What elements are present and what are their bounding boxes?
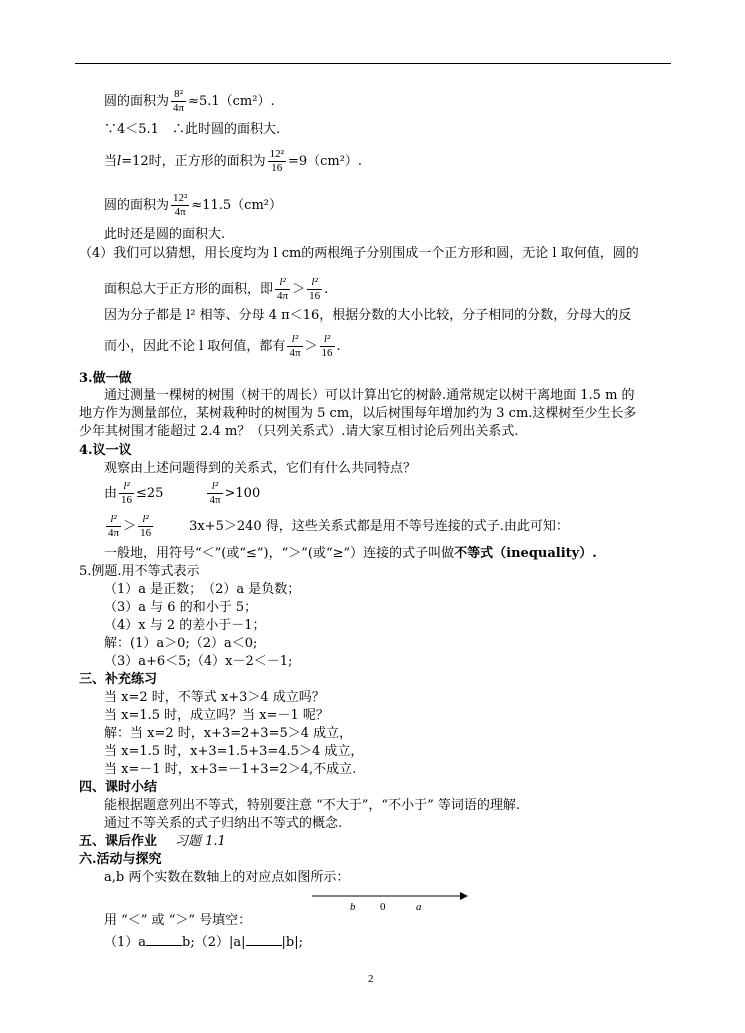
fraction: $\frac{\text{l²}}{4\pi}$: [277, 276, 289, 302]
fill-blank: [146, 933, 182, 946]
text-line: （4）我们可以猜想，用长度均为 l cm的两根绳子分别围成一个正方形和圆，无论 l 取何值，圆的: [79, 246, 639, 261]
section-heading: 三、补充练习: [79, 672, 158, 687]
page-number: 2: [368, 973, 374, 985]
text-line: 当 x=1.5 时，x+3=1.5+3=4.5＞4 成立，: [104, 744, 364, 759]
fraction: $\frac{\text{12²}}{16}$: [269, 148, 284, 174]
text-line: 圆的面积为 $\frac{\text{12²}}{4\pi}$ ≈11.5（cm²）: [104, 192, 282, 218]
text-line: 五、课后作业 习题 1.1: [79, 834, 226, 849]
section-heading: 4.议一议: [79, 443, 132, 458]
text-line: a,b 两个实数在数轴上的对应点如图所示：: [104, 870, 350, 885]
text-line: 当 x=2 时，不等式 x+3＞4 成立吗？: [104, 690, 325, 705]
header-rule: [75, 63, 671, 64]
section-heading: 四、课时小结: [79, 780, 158, 795]
number-line-arrow: [460, 892, 468, 900]
fraction: $\frac{\text{l²}}{16}$: [121, 480, 133, 506]
fraction: $\frac{\text{l²}}{16}$: [309, 276, 321, 302]
text-line: （4）x 与 2 的差小于－1；: [104, 618, 266, 633]
section-heading: 六.活动与探究: [79, 852, 162, 867]
text-line: 观察由上述问题得到的关系式，它们有什么共同特点？: [104, 461, 417, 476]
text-line: 而小，因此不论 l 取何值，都有 $\frac{\text{l²}}{4\pi}$ ＞ $\frac{\text{l²}}{16}$ .: [104, 333, 341, 359]
text-line: ∵4＜5.1 ∴此时圆的面积大.: [104, 122, 281, 137]
point-b-label: b: [350, 901, 356, 913]
text-line: 通过测量一棵树的树围（树干的周长）可以计算出它的树龄.通常规定以树干离地面 1.5 m 的: [104, 388, 635, 403]
fraction: $\frac{\text{l²}}{16}$: [321, 333, 333, 359]
text-line: （1）a 是正数； （2）a 是负数；: [104, 582, 301, 597]
text-line: 当 x=1.5 时，成立吗？当 x=－1 呢？: [104, 708, 329, 723]
text-line: 解：(1）a＞0;（2）a＜0;: [104, 636, 258, 651]
text-line: $\frac{\text{l²}}{4\pi}$ ＞ $\frac{\text{l²}}{16}$ 3x+5＞240 得，这些关系式都是用不等号连接的式子.由此可知：: [108, 513, 569, 539]
text-line: 少年其树围才能超过 2.4 m？（只列关系式）.请大家互相讨论后列出关系式.: [79, 424, 519, 439]
point-a-label: a: [416, 901, 422, 913]
text-line: 通过不等关系的式子归纳出不等式的概念.: [104, 816, 343, 831]
text-line: 能根据题意列出不等式，特别要注意 “不大于”，“不小于” 等词语的理解.: [104, 798, 520, 813]
text-line: 当 x=－1 时，x+3=－1+3=2＞4,不成立.: [104, 762, 357, 777]
text-line: 5.例题.用不等式表示: [79, 564, 200, 579]
text-line: （3）a 与 6 的和小于 5；: [104, 600, 258, 615]
origin-label: 0: [380, 901, 386, 913]
section-heading: 3.做一做: [79, 371, 132, 386]
text-line: 此时还是圆的面积大.: [104, 227, 226, 242]
text-line: 因为分子都是 l² 相等、分母 4 π＜16，根据分数的大小比较，分子相同的分数，分母大的反: [104, 308, 632, 323]
text-line: 圆的面积为 $\frac{\text{8²}}{4\pi}$ ≈5.1（cm²）.: [104, 88, 275, 114]
text-line: 当l=12时，正方形的面积为 $\frac{\text{12²}}{16}$ =9（cm²）.: [104, 148, 363, 174]
fraction: $\frac{\text{l²}}{4\pi}$: [108, 513, 120, 539]
number-line: [310, 888, 470, 918]
fraction: $\frac{\text{l²}}{16}$: [140, 513, 152, 539]
fill-blank: [246, 933, 282, 946]
text-line: 地方作为测量部位，某树栽种时的树围为 5 cm，以后树围每年增加约为 3 cm.这棵树至少生长多: [79, 406, 637, 421]
text-line: （3）a+6＜5;（4）x－2＜－1;: [104, 654, 293, 669]
fraction: $\frac{\text{12²}}{4\pi}$: [173, 192, 188, 218]
text-line: 解：当 x=2 时，x+3=2+3=5＞4 成立，: [104, 726, 353, 741]
text-line: 一般地，用符号“＜”(或“≤”)，“＞”(或“≥”）连接的式子叫做不等式（inequality）.: [104, 546, 597, 561]
text-line: 由 $\frac{\text{l²}}{16}$ ≤25 $\frac{\text{l²}}{4\pi}$ >100: [104, 480, 261, 506]
text-line: （1）a b;（2）|a| |b|;: [104, 935, 303, 950]
fraction: $\frac{\text{l²}}{4\pi}$: [209, 480, 221, 506]
fraction: $\frac{\text{8²}}{4\pi}$: [173, 88, 185, 114]
fraction: $\frac{\text{l²}}{4\pi}$: [289, 333, 301, 359]
text-line: 用 “＜” 或 “＞” 号填空：: [104, 913, 252, 928]
text-line: 面积总大于正方形的面积，即 $\frac{\text{l²}}{4\pi}$ ＞ $\frac{\text{l²}}{16}$ .: [104, 276, 329, 302]
